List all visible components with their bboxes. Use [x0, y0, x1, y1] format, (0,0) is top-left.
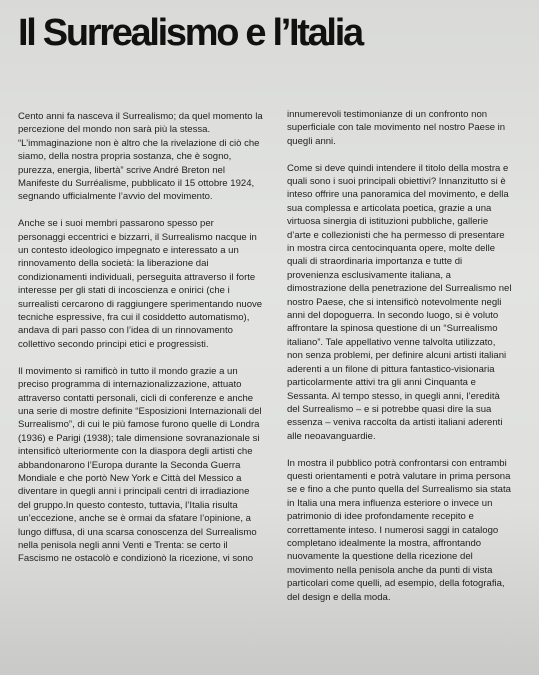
paragraph: Anche se i suoi membri passarono spesso per personaggi eccentrici e bizzarri, il Surrealismo nacque in un contesto ideologico impegnato e interessato a un rinnovamento della società: la liberazione dai condizionamenti individuali, perseguita attraverso il forte interesse per gli stati di incoscienza e onirici (che i surrealisti cercarono di raggiungere sperimentando nuove tecniche espressive, fra cui il cosiddetto automatismo), andava di pari passo con l’idea di un rinnovamento collettivo secondo principi etici e progressisti. [18, 218, 263, 350]
paragraph: Cento anni fa nasceva il Surrealismo; da quel momento la percezione del mondo non sarà più la stessa. “L’immaginazione non è altro che la rivelazione di ciò che siamo, della nostra propria sostanza, che è sogno, purezza, energia, libertà” scrive André Breton nel Manifeste du Surréalisme, pubblicato il 15 ottobre 1924, segnando ufficialmente l’avvio del movimento. [18, 111, 263, 203]
paragraph: Il movimento si ramificò in tutto il mondo grazie a un preciso programma di internazionalizzazione, attuato attraverso contatti personali, cicli di conferenze e anche una serie di mostre definite “Esposizioni Internazionali del Surrealismo”, di cui le più famose furono quelle di Londra (1936) e Parigi (1938); tale dimensione sovranazionale si intensificò ulteriormente con la diaspora degli artisti che abbandonarono l’Europa durante la Seconda Guerra Mondiale e che portò New York e Città del Messico a diventare in quegli anni i principali centri di irradiazione del gruppo.In questo contesto, tuttavia, l’Italia risulta un’eccezione, anche se è ormai da sfatare l’opinione, a lungo diffusa, di una scarsa conoscenza del Surrealismo nella penisola negli anni Venti e Trenta: se certo il Fascismo ne ostacolò e condizionò la ricezione, vi sono [18, 365, 262, 565]
paragraph: In mostra il pubblico potrà confrontarsi con entrambi questi orientamenti e potrà valutare in prima persona se e fino a che punto quella del Surrealismo sia stata in Italia una mera influenza esteriore o invece un patrimonio di idee profondamente recepito e correttamente inteso. I numerosi saggi in catalogo completano idealmente la mostra, affrontando nuovamente la questione della ricezione del movimento nella penisola anche da punti di vista particolari come quelli, ad esempio, della fotografia, del design e della moda. [287, 457, 511, 603]
text-column-left [18, 110, 263, 579]
page-title: Il Surrealismo e l’Italia [18, 12, 362, 54]
paragraph: Come si deve quindi intendere il titolo della mostra e quali sono i suoi principali obiettivi? Innanzitutto si è inteso offrire una panoramica del movimento, e della sua complessa e articolata poetica, grazie a una virtuosa sinergia di istituzioni pubbliche, gallerie d’arte e collezionisti che ha permesso di presentare in mostra circa centocinquanta opere, molte delle quali di straordinaria importanza e tutte di provenienza esclusivamente italiana, a dimostrazione della penetrazione del Surrealismo nel nostro Paese, che si intensificò notevolmente negli anni del dopoguerra. In secondo luogo, si è voluto affrontare la spinosa questione di un “Surrealismo italiano”. Tale appellativo venne talvolta utilizzato, non senza problemi, per definire alcuni artisti italiani aderenti a un filone di pittura fantastico-visionaria particolarmente attivi tra gli anni Cinquanta e Sessanta. Al tempo stesso, in quegli anni, l’eredità del Surrealismo – e si potrebbe quasi dire la sua essenza – veniva raccolta da artisti italiani aderenti alle neoavanguardie. [287, 162, 512, 442]
paragraph: innumerevoli testimonianze di un confronto non superficiale con tale movimento nel nostro Paese in quegli anni. [287, 109, 506, 147]
text-column-right [287, 108, 513, 617]
